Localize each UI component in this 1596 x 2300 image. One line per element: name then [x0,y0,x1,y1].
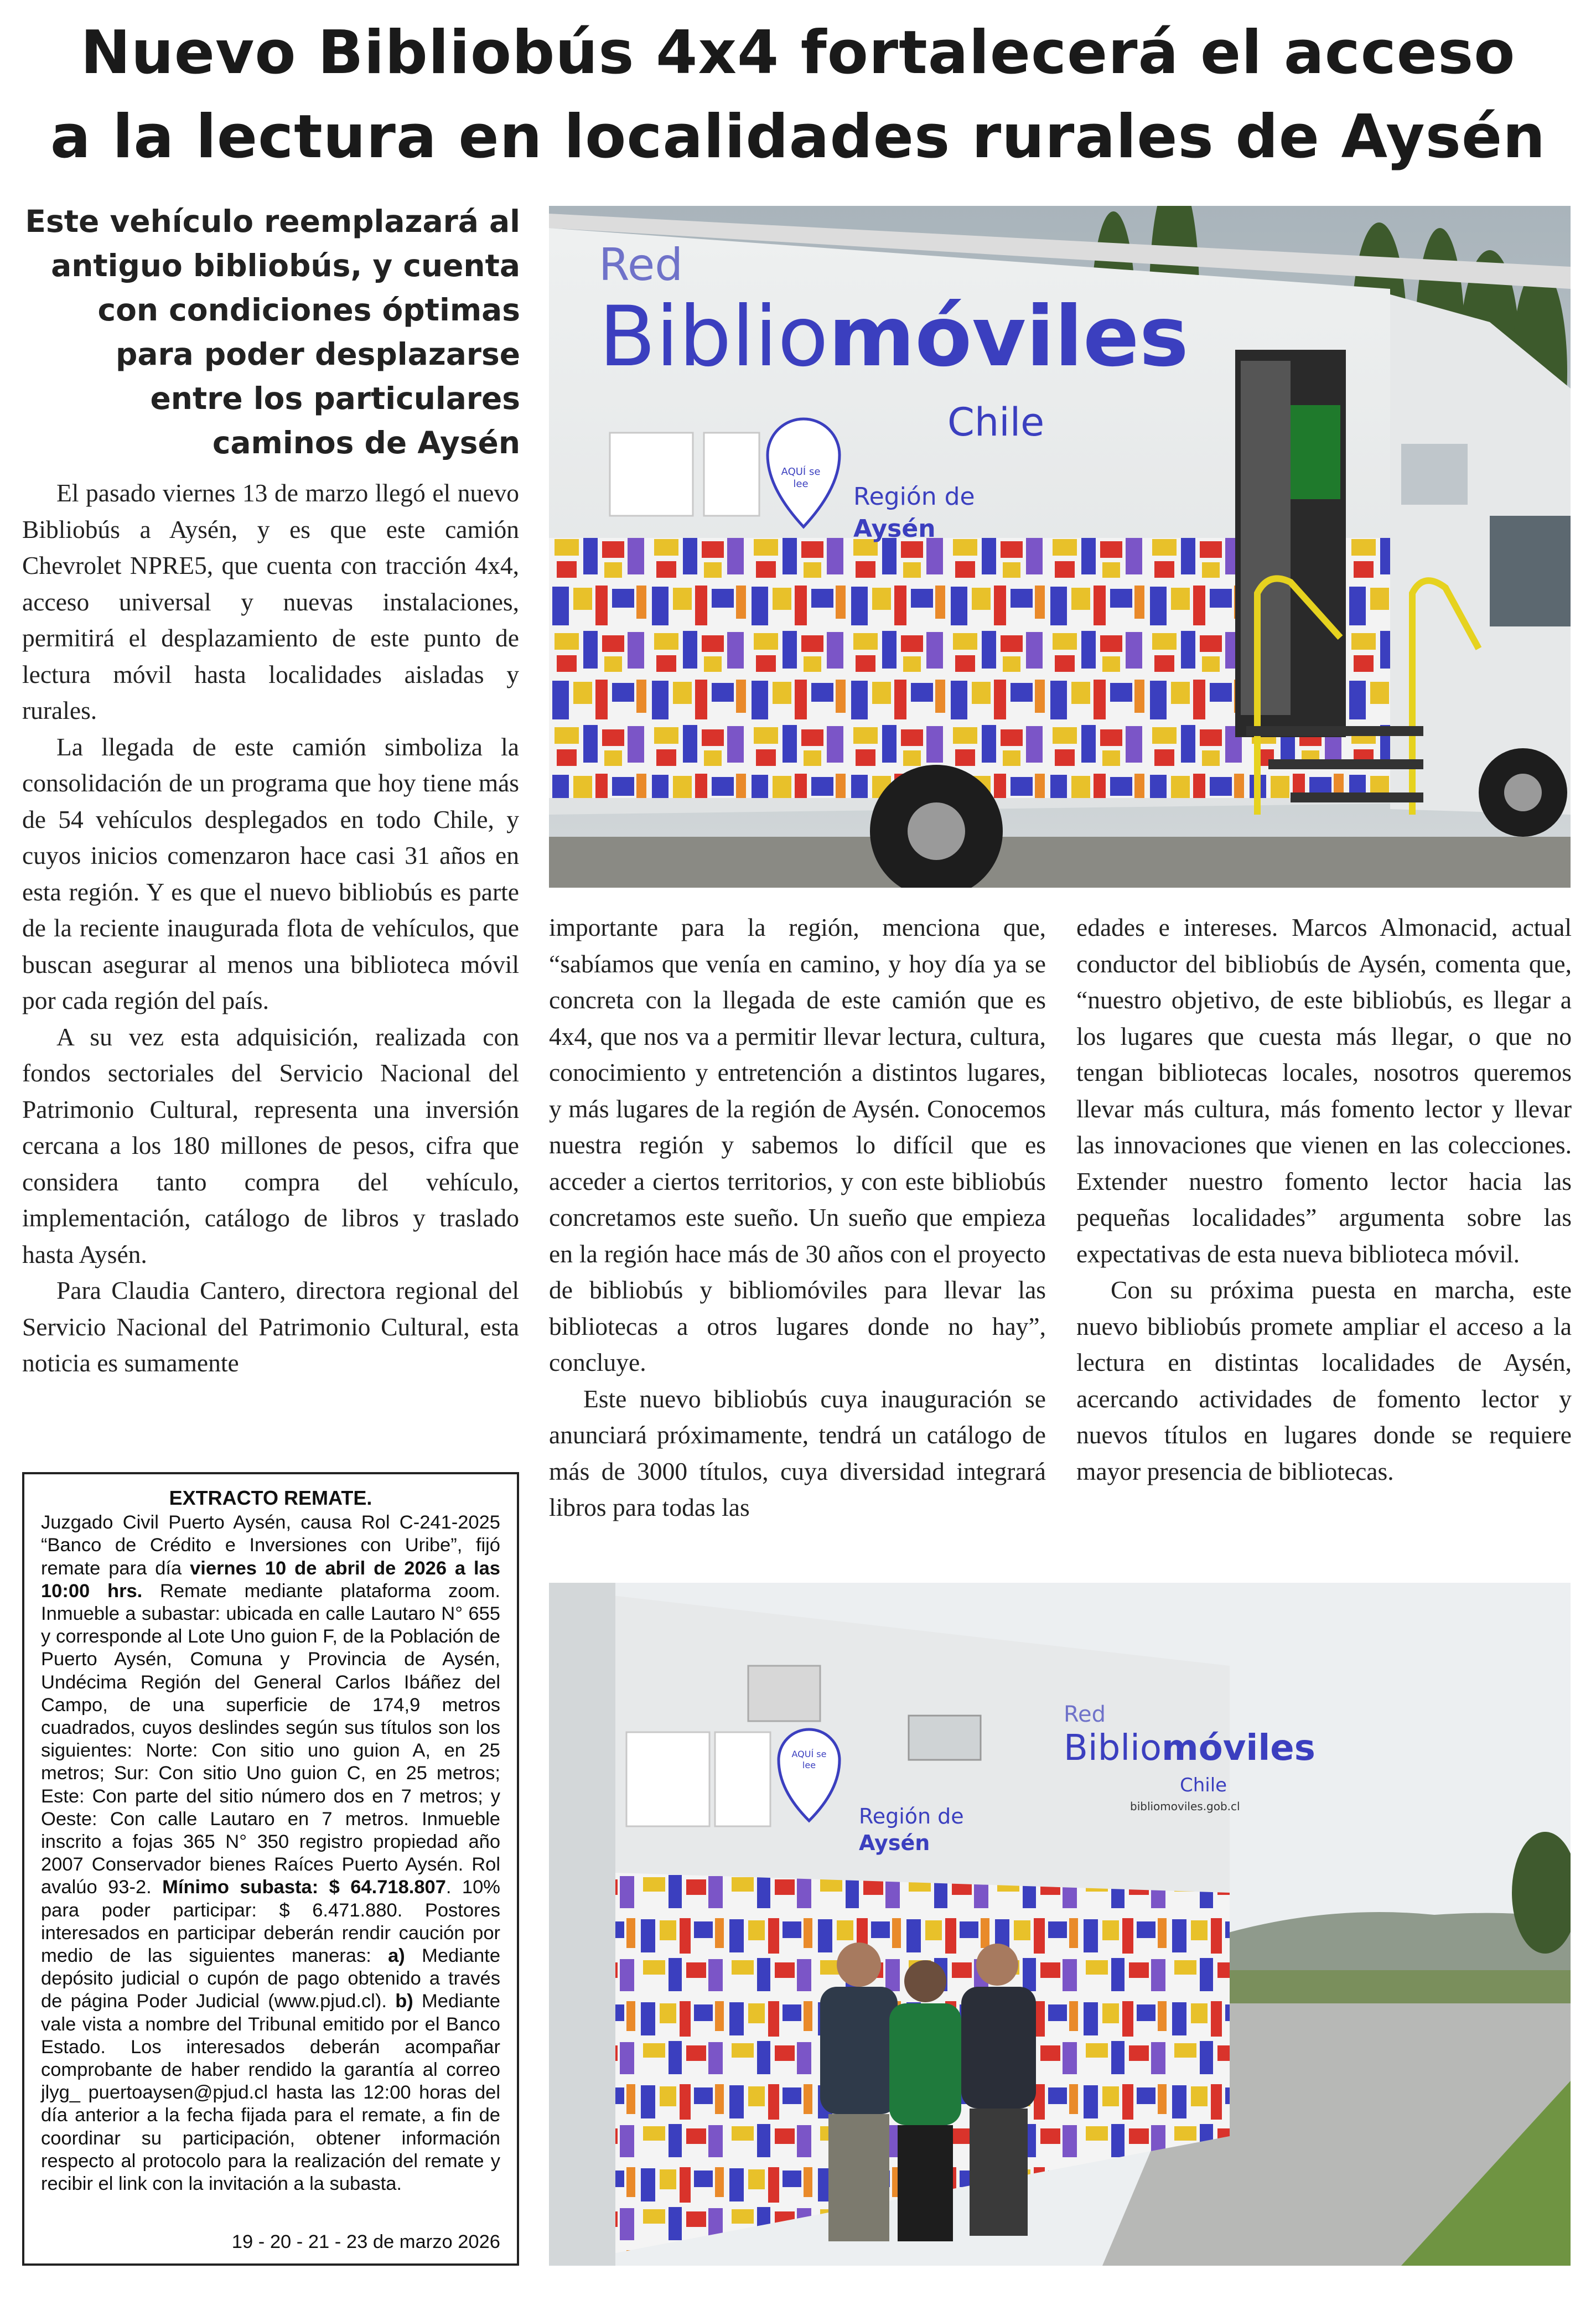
logo-red-text: Red [1064,1702,1106,1727]
logo-biblio: Biblio [1064,1728,1162,1769]
headline [0,11,1596,179]
aysen-text: Aysén [853,515,936,543]
paragraph: Para Claudia Cantero, directora regional del Servicio Nacional del Patrimonio Cultural, esta noticia es sumamente [22,1276,519,1377]
bibliomoviles-logo-top [571,228,1189,560]
notice-option-a: a) [388,1945,405,1967]
logo-biblio-text [1064,1728,1315,1769]
logo-chile-text: Chile [1180,1774,1227,1796]
logo-biblio-text [599,289,1189,385]
paragraph: El pasado viernes 13 de marzo llegó el nuevo Bibliobús a Aysén, y es que este camión Chevrolet NPRE5, que cuenta con tracción 4x4, acceso universal y nuevas instalaciones, permitirá el desplazamiento de este punto de lectura móvil hasta localidades aisladas y rurales. [22,479,519,724]
article-column-1 [22,475,519,1381]
aysen-text: Aysén [859,1831,930,1855]
notice-date-bold: viernes 10 de abril de 2026 a las 10:00 hrs. [41,1557,500,1602]
notice-text: Mediante vale vista a nombre del Tribunal emitido por el Banco Estado. Los interesados deberán acompañar comprobante de haber rendido la garantía al correo jlyg_ puertoaysen@pjud.cl hasta las 12:00 horas del día anterior a la fecha fijada para el remate, a fin de coordinar su participación, obtener información respecto al protocolo para la realización del remate y recibir el link con la invitación a la subasta. [41,1991,500,2195]
paragraph: Con su próxima puesta en marcha, este nuevo bibliobús promete ampliar el acceso a la lectura en distintas localidades de Aysén, acercando actividades de fomento lector y nuevos títulos en lugares donde se requiere mayor presencia de bibliotecas. [1076,1276,1572,1485]
paragraph: Este nuevo bibliobús cuya inauguración se anunciará próximamente, tendrá un catálogo de más de 3000 títulos, cuya diversidad integrará libros para todas las [549,1384,1046,1521]
notice-text: Mediante depósito judicial o cupón de pago obtenido a través de página Poder Judicial (www.pjud.cl). [41,1945,501,2012]
paragraph: A su vez esta adquisición, realizada con fondos sectoriales del Servicio Nacional del Patrimonio Cultural, representa una inversión cercana a los 180 millones de pesos, cifra que considera tanto compra del vehículo, implementación, catálogo de libros y traslado hasta Aysén. [22,1022,519,1268]
photo-bibliobus-side [549,206,1571,888]
paragraph: La llegada de este camión simboliza la consolidación de un programa que hoy tiene más de 54 vehículos desplegados en todo Chile, y cuyos inicios comenzaron hace casi 31 años en esta región. Y es que el nuevo bibliobús es parte de la reciente inaugurada flota de vehículos, que buscan asegurar al menos una biblioteca móvil por cada región del país. [22,732,519,1014]
region-de-text: Región de [853,483,975,511]
aqui-se-lee-badge: AQUÍ se lee [781,466,821,490]
deck-subtitle: Este vehículo reemplazará al antiguo bibliobús, y cuenta con condiciones óptimas para poder desplazarse entre los particulares caminos de Aysén [25,204,520,460]
notice-text: . 10% para poder participar: $ 6.471.880. Postores interesados en participar deberán rendir caución por medio de las siguientes maneras: [41,1877,500,1967]
photo-bibliobus-with-people [549,1583,1571,2266]
legal-notice-title: EXTRACTO REMATE. [169,1486,372,1509]
notice-option-b: b) [395,1991,413,2012]
legal-notice-dates: 19 - 20 - 21 - 23 de marzo 2026 [231,2231,500,2252]
headline-line-2: a la lectura en localidades rurales de Aysén [50,102,1546,172]
logo-moviles: móviles [828,289,1189,385]
logo-red-text: Red [599,239,683,291]
logo-moviles: móviles [1162,1728,1315,1769]
paragraph: edades e intereses. Marcos Almonacid, actual conductor del bibliobús de Aysén, comenta que, “nuestro objetivo, de este bibliobús, es llegar a los lugares que cuesta más llegar, o que no tengan bibliotecas locales, nosotros queremos llevar más cultura, más fomento lector y llevar las innovaciones que vienen en las colecciones. Extender nuestro fomento lector hacia las pequeñas localidades” argumenta sobre las expectativas de esta nueva biblioteca móvil. [1076,913,1572,1268]
legal-notice-body [41,1511,500,2195]
logo-url-text: bibliomoviles.gob.cl [1130,1800,1240,1813]
bibliomoviles-logo-bottom [549,1583,1315,1915]
legal-notice-box [22,1472,519,2266]
notice-minimum-bold: Mínimo subasta: $ 64.718.807 [162,1877,446,1898]
headline-line-1: Nuevo Bibliobús 4x4 fortalecerá el acceso [80,18,1516,87]
logo-chile-text: Chile [947,400,1045,445]
aqui-se-lee-badge: AQUÍ se lee [791,1749,827,1770]
notice-text: Remate mediante plataforma zoom. Inmueble a subastar: ubicada en calle Lautaro N° 655 y corresponde al Lote Uno guion F, de la Población de Puerto Aysén, Comuna y Provincia de Aysén, Undécima Región del General Carlos Ibáñez del Campo, de una superficie de 174,9 metros cuadrados, cuyos deslindes según sus títulos son los siguientes: Norte: Con sitio uno guion A, en 25 metros; Sur: Con sitio Uno guion C, en 25 metros; Este: Con parte del sitio número dos en 7 metros; y Oeste: Con calle Lautaro en 7 metros. Inmueble inscrito a fojas 365 N° 350 registro propiedad año 2007 Conservador bienes Raíces Puerto Aysén. Rol avalúo 93-2. [41,1580,500,1898]
logo-biblio: Biblio [599,289,828,385]
article-column-3 [1076,909,1572,1489]
region-de-text: Región de [859,1804,964,1828]
article-column-2 [549,909,1046,1526]
paragraph: importante para la región, menciona que, “sabíamos que venía en camino, y hoy día ya se concreta con la llegada de este camión que es 4x4, que nos va a permitir llevar lectura, cultura, conocimiento y entretención a distintos lugares, y más lugares de la región de Aysén. Conocemos nuestra región y sabemos lo difícil que es acceder a ciertos territorios, y con este bibliobús concretamos este sueño. Un sueño que empieza en la región hace más de 30 años con el proyecto de bibliobús y bibliomóviles para llevar las bibliotecas a otros lugares donde no hay”, concluye. [549,913,1046,1376]
notice-text: Juzgado Civil Puerto Aysén, causa Rol C-241-2025 “Banco de Crédito e Inversiones con Uribe”, fijó remate para día [41,1512,500,1579]
